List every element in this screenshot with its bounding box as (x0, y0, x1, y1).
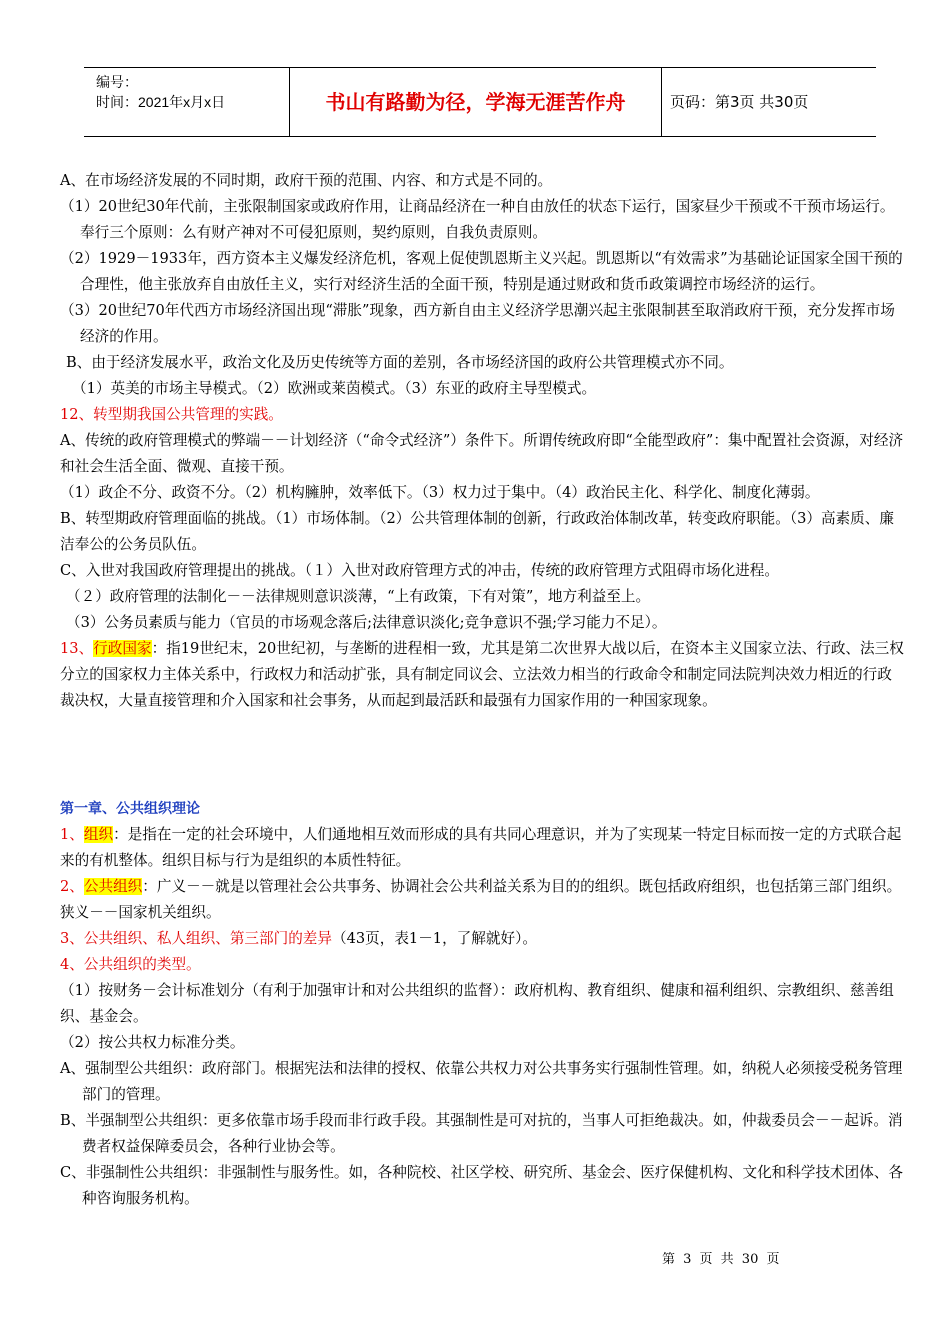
definition-1 (60, 822, 905, 874)
paragraph: （2）按公共权力标准分类。 (60, 1034, 245, 1051)
definition-13 (60, 636, 905, 714)
paragraph: （3）公务员素质与能力（官员的市场观念落后;法律意识淡化;竞争意识不强;学习能力不足）。 (66, 614, 667, 631)
highlighted-term: 组织 (83, 826, 114, 843)
definition-text: ：广义－－就是以管理社会公共事务、协调社会公共利益关系为目的的组织。既包括政府组织，也包括第三部门组织。狭义－－国家机关组织。 (60, 878, 902, 921)
item-number: 2、 (60, 878, 84, 895)
paragraph: （1）按财务－会计标准划分（有利于加强审计和对公共组织的监督）：政府机构、教育组织、健康和福利组织、宗教组织、慈善组织、基金会。 (60, 982, 894, 1025)
paragraph: B、半强制型公共组织：更多依靠市场手段而非行政手段。其强制性是可对抗的，当事人可拒绝裁决。如，仲裁委员会－－起诉。消费者权益保障委员会，各种行业协会等。 (60, 1112, 903, 1155)
item-title: 3、公共组织、私人组织、第三部门的差异 (60, 930, 332, 947)
paragraph: （２）政府管理的法制化－－法律规则意识淡薄，“上有政策，下有对策”，地方利益至上。 (66, 588, 651, 605)
paragraph: C、入世对我国政府管理提出的挑战。（１）入世对政府管理方式的冲击，传统的政府管理方式阻碍市场化进程。 (60, 562, 779, 579)
number-label: 编号： (96, 74, 138, 90)
page-footer: 第 3 页 共 30 页 (662, 1252, 780, 1267)
paragraph: （1）英美的市场主导模式。（2）欧洲或莱茵模式。（3）东亚的政府主导型模式。 (72, 380, 597, 397)
paragraph: （3）20世纪70年代西方市场经济国出现“滞胀”现象，西方新自由主义经济学思潮兴起主张限制甚至取消政府干预，充分发挥市场经济的作用。 (60, 302, 895, 345)
chapter-title: 第一章、公共组织理论 (60, 801, 200, 817)
highlighted-term: 公共组织 (83, 878, 143, 895)
paragraph: （1）政企不分、政资不分。（2）机构臃肿，效率低下。（3）权力过于集中。（4）政治民主化、科学化、制度化薄弱。 (60, 484, 820, 501)
item-note: （43页，表1－1，了解就好）。 (331, 930, 537, 947)
header-motto: 书山有路勤为径，学海无涯苦作舟 (289, 68, 662, 136)
document-body (60, 168, 905, 1212)
page-header (84, 67, 876, 137)
item-number: 13、 (60, 640, 94, 657)
paragraph: A、强制型公共组织：政府部门。根据宪法和法律的授权、依靠公共权力对公共事务实行强制性管理。如，纳税人必须接受税务管理部门的管理。 (60, 1060, 903, 1103)
paragraph: C、非强制性公共组织：非强制性与服务性。如，各种院校、社区学校、研究所、基金会、医疗保健机构、文化和科学技术团体、各种咨询服务机构。 (60, 1164, 904, 1207)
highlighted-term: 行政国家 (93, 640, 152, 657)
paragraph: B、由于经济发展水平，政治文化及历史传统等方面的差别，各市场经济国的政府公共管理模式亦不同。 (66, 354, 734, 371)
item-number: 1、 (60, 826, 84, 843)
definition-text: ：指19世纪末，20世纪初，与垄断的进程相一致，尤其是第二次世界大战以后，在资本主义国家立法、行政、法三权分立的国家权力主体关系中，行政权力和活动扩张，具有制定同议会、立法效力相当的行政命令和制定同法院判决效力相近的行政裁决权，大量直接管理和介入国家和社会事务，从而起到最活跃和最强有力国家作用的一种国家现象。 (60, 640, 904, 709)
section-heading-12: 12、转型期我国公共管理的实践。 (60, 406, 283, 423)
spacer (60, 714, 905, 796)
item-4-title: 4、公共组织的类型。 (60, 956, 201, 973)
paragraph: （1）20世纪30年代前，主张限制国家或政府作用，让商品经济在一种自由放任的状态下运行，国家昼少干预或不干预市场运行。奉行三个原则：么有财产神对不可侵犯原则，契约原则，自我负责原则。 (60, 198, 895, 241)
paragraph: A、在市场经济发展的不同时期，政府干预的范围、内容、和方式是不同的。 (60, 172, 553, 189)
header-meta (84, 68, 289, 136)
paragraph: A、传统的政府管理模式的弊端－－计划经济（“命令式经济”）条件下。所谓传统政府即“全能型政府”：集中配置社会资源，对经济和社会生活全面、微观、直接干预。 (60, 432, 904, 475)
paragraph: （2）1929－1933年，西方资本主义爆发经济危机，客观上促使凯恩斯主义兴起。凯恩斯以“有效需求”为基础论证国家全国干预的合理性，他主张放弃自由放任主义，实行对经济生活的全面干预，特别是通过财政和货币政策调控市场经济的运行。 (60, 250, 903, 293)
definition-2 (60, 874, 905, 926)
item-3 (60, 926, 905, 952)
definition-text: ：是指在一定的社会环境中，人们通地相互效而形成的具有共同心理意识，并为了实现某一特定目标而按一定的方式联合起来的有机整体。组织目标与行为是组织的本质性特征。 (60, 826, 902, 869)
header-page-info: 页码：第3页 共30页 (670, 93, 809, 111)
time-label: 时间：2021年x月x日 (96, 94, 226, 110)
paragraph: B、转型期政府管理面临的挑战。（1）市场体制。（2）公共管理体制的创新，行政政治体制改革，转变政府职能。（3）高素质、廉洁奉公的公务员队伍。 (60, 510, 894, 553)
